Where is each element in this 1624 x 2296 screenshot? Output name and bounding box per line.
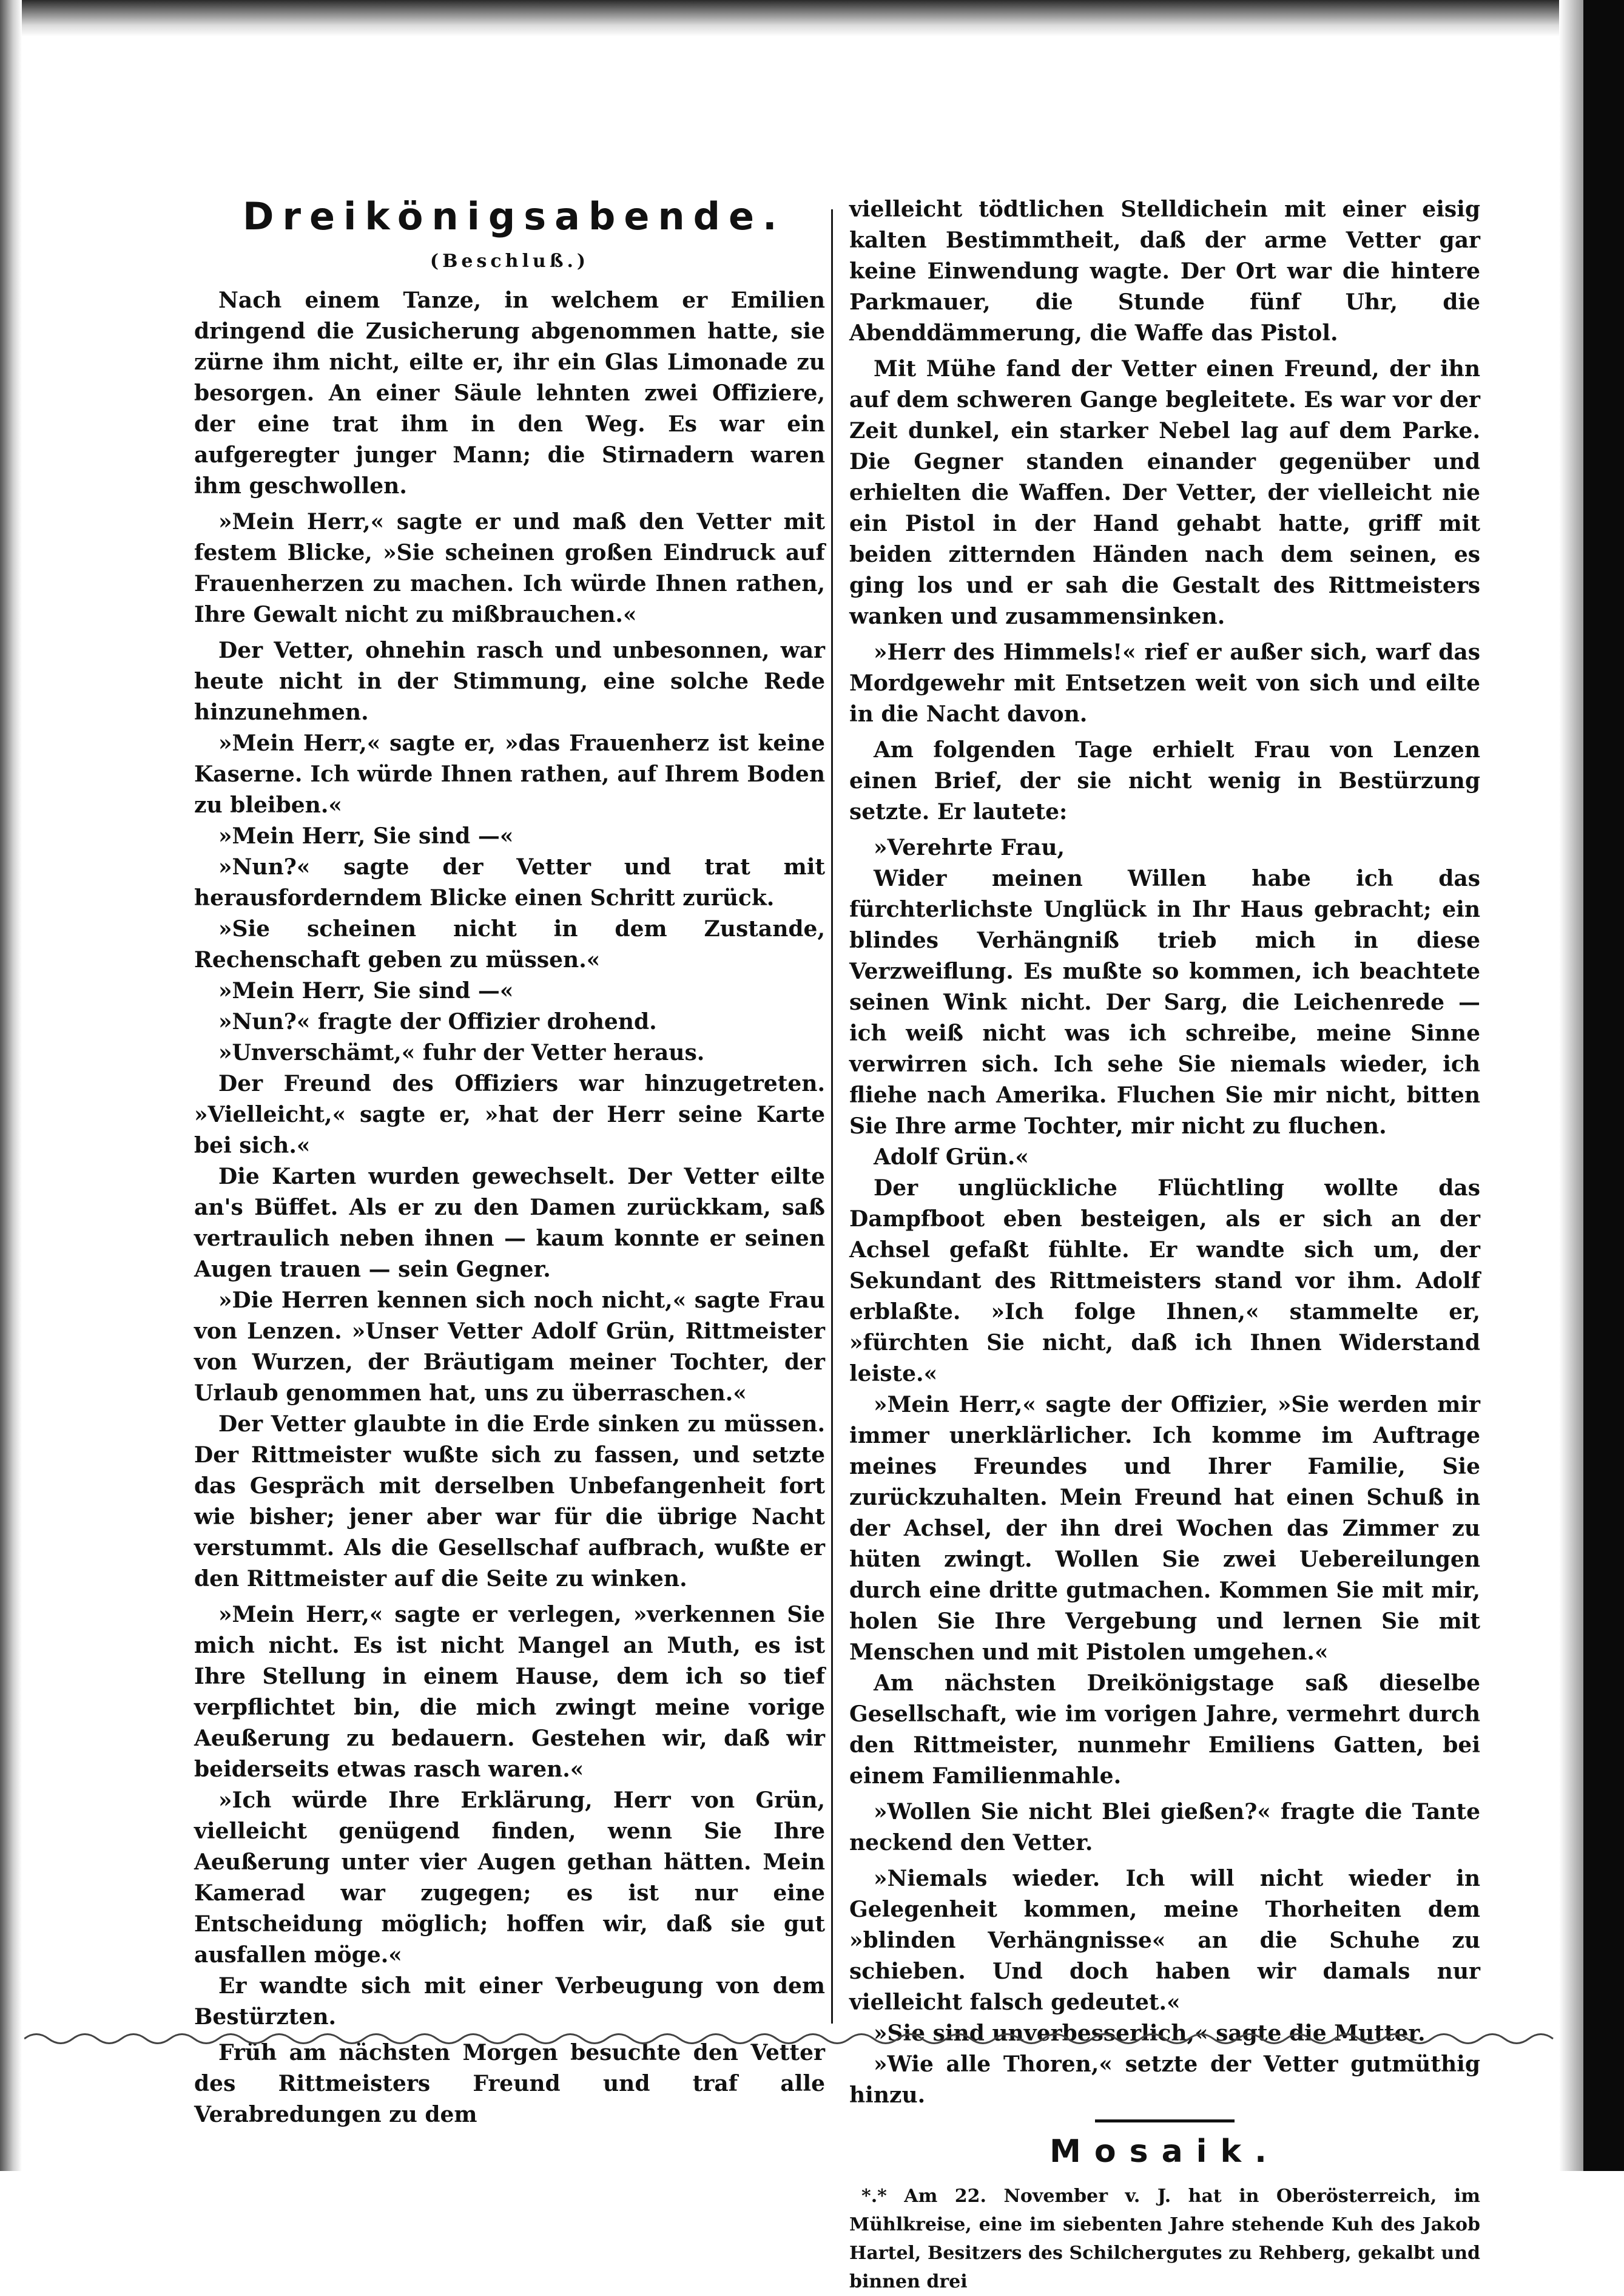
paragraph: Nach einem Tanze, in welchem er Emilien dringend die Zusicherung abgenommen hatte, sie zürne ihm nicht, eilte er, ihr ein Glas Limonade zu besorgen. An einer Säule lehnten zwei Offiziere, der eine trat ihm in den Weg. Es war ein aufgeregter junger Mann; die Stirnadern waren ihm geschwollen.	[194, 288, 825, 499]
paragraph: »Die Herren kennen sich noch nicht,« sagte Frau von Lenzen. »Unser Vetter Adolf Grün, Rittmeister von Wurzen, der Bräutigam meiner Tochter, der Urlaub genommen hat, uns zu überraschen.«	[194, 1288, 825, 1406]
scan-right-border	[1583, 0, 1624, 2171]
paragraph: vielleicht tödtlichen Stelldichein mit einer eisig kalten Bestimmtheit, daß der arme Vetter gar keine Einwendung wagte. Der Ort war die hintere Parkmauer, die Stunde fünf Uhr, die Abenddämmerung, die Waffe das Pistol.	[849, 197, 1480, 346]
paragraph: Früh am nächsten Morgen besuchte den Vetter des Rittmeisters Freund und traf alle Verabredungen zu dem	[194, 2040, 825, 2127]
paragraph: »Mein Herr,« sagte er und maß den Vetter mit festem Blicke, »Sie scheinen großen Eindruck auf Frauenherzen zu machen. Ich würde Ihnen rathen, Ihre Gewalt nicht zu mißbrauchen.«	[194, 509, 825, 627]
paragraph: Er wandte sich mit einer Verbeugung von dem Bestürzten.	[194, 1973, 825, 2030]
paragraph: »Mein Herr, Sie sind —«	[218, 823, 514, 849]
paragraph: »Mein Herr,« sagte er verlegen, »verkennen Sie mich nicht. Es ist nicht Mangel an Muth, es ist Ihre Stellung in einem Hause, dem ich so tief verpflichtet bin, die mich zwingt meine vorige Aeußerung zu bedauern. Gestehen wir, daß wir beiderseits etwas rasch waren.«	[194, 1602, 825, 1782]
paragraph: »Niemals wieder. Ich will nicht wieder in Gelegenheit kommen, meine Thorheiten dem »blinden Verhängnisse« an die Schuhe zu schieben. Und doch haben wir damals nur vielleicht falsch gedeutet.«	[849, 1866, 1480, 2015]
paragraph: »Wollen Sie nicht Blei gießen?« fragte die Tante neckend den Vetter.	[849, 1799, 1480, 1855]
paragraph: »Mein Herr, Sie sind —«	[218, 978, 514, 1004]
article-title: Dreikönigsabende.	[243, 194, 786, 238]
column-divider	[831, 209, 833, 2024]
paragraph: Der Freund des Offiziers war hinzugetreten. »Vielleicht,« sagte er, »hat der Herr seine Karte bei sich.«	[194, 1071, 825, 1158]
paragraph: »Wie alle Thoren,« setzte der Vetter gutmüthig hinzu.	[849, 2051, 1480, 2108]
paragraph: Wider meinen Willen habe ich das fürchterlichste Unglück in Ihr Haus gebracht; ein blindes Verhängniß trieb mich in diese Verzweiflung. Es mußte so kommen, ich beachtete seinen Wink nicht. Der Sarg, die Leichenrede — ich weiß nicht was ich schreibe, meine Sinne verwirren sich. Ich sehe Sie niemals wieder, ich fliehe nach Amerika. Fluchen Sie mir nicht, bitten Sie Ihre arme Tochter, mir nicht zu fluchen.	[849, 866, 1480, 1139]
paragraph: »Sie sind unverbesserlich,« sagte die Mutter.	[874, 2021, 1426, 2046]
paragraph: »Nun?« sagte der Vetter und trat mit herausforderndem Blicke einen Schritt zurück.	[194, 854, 825, 911]
section-divider	[1095, 2119, 1235, 2122]
paragraph: »Mein Herr,« sagte er, »das Frauenherz ist keine Kaserne. Ich würde Ihnen rathen, auf Ihrem Boden zu bleiben.«	[194, 731, 825, 818]
paragraph: Der Vetter, ohnehin rasch und unbesonnen, war heute nicht in der Stimmung, eine solche Rede hinzunehmen.	[194, 638, 825, 725]
section-title: Mosaik.	[1050, 2133, 1280, 2170]
decorative-border-bottom	[24, 2027, 1559, 2051]
paragraph: Am nächsten Dreikönigstage saß dieselbe Gesellschaft, wie im vorigen Jahre, vermehrt durch den Rittmeister, nunmehr Emiliens Gatten, bei einem Familienmahle.	[849, 1670, 1480, 1789]
left-column	[194, 194, 825, 2130]
paragraph: Die Karten wurden gewechselt. Der Vetter eilte an's Büffet. Als er zu den Damen zurückkam, saß vertraulich neben ihnen — kaum konnte er seinen Augen trauen — sein Gegner.	[194, 1164, 825, 1282]
paragraph: »Herr des Himmels!« rief er außer sich, warf das Mordgewehr mit Entsetzen weit von sich und eilte in die Nacht davon.	[849, 640, 1480, 727]
right-column	[849, 194, 1480, 2296]
paragraph: »Mein Herr,« sagte der Offizier, »Sie werden mir immer unerklärlicher. Ich komme im Auftrage meines Freundes und Ihrer Familie, Sie zurückzuhalten. Mein Freund hat einen Schuß in der Achsel, der ihn drei Wochen das Zimmer zu hüten zwingt. Wollen Sie zwei Uebereilungen durch eine dritte gutmachen. Kommen Sie mit mir, holen Sie Ihre Vergebung und lernen Sie mit Menschen und mit Pistolen umgehen.«	[849, 1392, 1480, 1665]
paragraph: Der Vetter glaubte in die Erde sinken zu müssen. Der Rittmeister wußte sich zu fassen, und setzte das Gespräch mit derselben Unbefangenheit fort wie bisher; jener aber war für die übrige Nacht verstummt. Als die Gesellschaf aufbrach, wußte er den Rittmeister auf die Seite zu winken.	[194, 1411, 825, 1592]
scan-top-edge	[0, 0, 1624, 36]
paragraph: »Unverschämt,« fuhr der Vetter heraus.	[218, 1040, 705, 1065]
paragraph: »Sie scheinen nicht in dem Zustande, Rechenschaft geben zu müssen.«	[194, 916, 825, 973]
paragraph: Mit Mühe fand der Vetter einen Freund, der ihn auf dem schweren Gange begleitete. Es war vor der Zeit dunkel, ein starker Nebel lag auf dem Parke. Die Gegner standen einander gegenüber und erhielten die Waffen. Der Vetter, der vielleicht nie ein Pistol in der Hand gehabt hatte, griff mit beiden zitternden Händen nach dem seinen, es ging los und er sah die Gestalt des Rittmeisters wanken und zusammensinken.	[849, 356, 1480, 629]
scan-left-edge	[0, 0, 22, 2171]
page-fold-shadow	[1559, 0, 1583, 2171]
paragraph: »Nun?« fragte der Offizier drohend.	[218, 1009, 657, 1035]
paragraph: Am folgenden Tage erhielt Frau von Lenzen einen Brief, der sie nicht wenig in Bestürzung setzte. Er lautete:	[849, 737, 1480, 825]
paragraph: »Verehrte Frau,	[874, 835, 1065, 860]
paragraph: Der unglückliche Flüchtling wollte das Dampfboot eben besteigen, als er sich an der Achsel gefaßt fühlte. Er wandte sich um, der Sekundant des Rittmeisters stand vor ihm. Adolf erblaßte. »Ich folge Ihnen,« stammelte er, »fürchten Sie nicht, daß ich Ihnen Widerstand leiste.«	[849, 1175, 1480, 1386]
section-paragraph: *.* Am 22. November v. J. hat in Oberösterreich, im Mühlkreise, eine im siebenten Jahre stehende Kuh des Jakob Hartel, Besitzers des Schilchergutes zu Rehberg, gekalbt und binnen drei	[849, 2186, 1480, 2292]
article-subtitle: (Beschluß.)	[430, 251, 590, 272]
paragraph: »Ich würde Ihre Erklärung, Herr von Grün, vielleicht genügend finden, wenn Sie Ihre Aeußerung unter vier Augen gethan hätten. Mein Kamerad war zugegen; es ist nur eine Entscheidung möglich; hoffen wir, daß sie gut ausfallen möge.«	[194, 1788, 825, 1968]
letter-signature: Adolf Grün.«	[874, 1144, 1029, 1170]
